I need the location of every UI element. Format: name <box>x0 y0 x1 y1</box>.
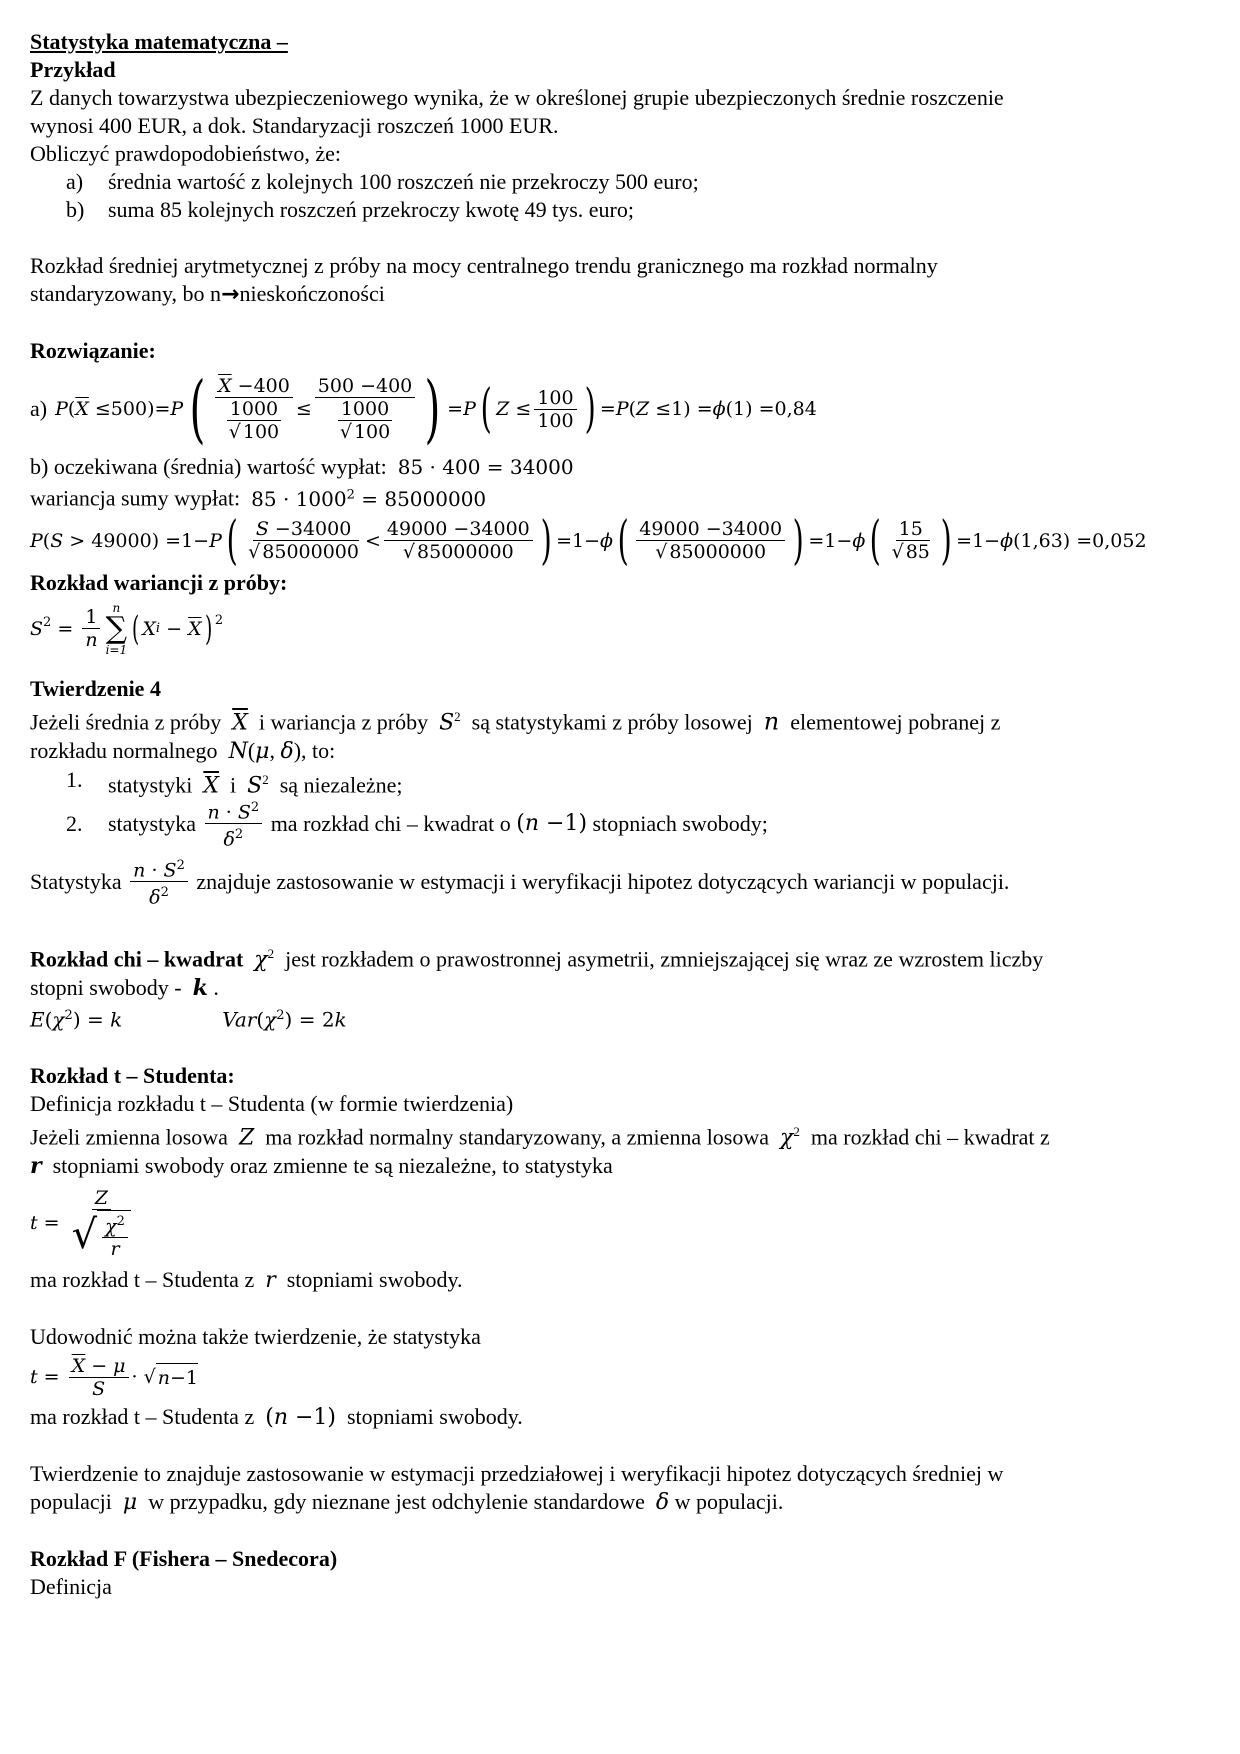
theorem-line-2: rozkładu normalnego N(μ, δ), to: <box>30 737 336 764</box>
solution-heading: Rozwiązanie: <box>30 338 156 363</box>
f-definition: Definicja <box>30 1574 112 1600</box>
theorem-line-1: Jeżeli średnia z próby $\overline{X}$ i wariancja z próby $S^2$ są statystykami z próby losowej n elementowej pobranej z <box>30 706 1001 735</box>
use-line-1: Twierdzenie to znajduje zastosowanie w estymacji przedziałowej i weryfikacji hipotez dotyczących średniej w <box>30 1461 1004 1487</box>
document-page <box>30 28 1210 1601</box>
formula-b: P ( S > 49000) =1− P ( $\frac{S -34000}{√ 85000000}$ < $\frac{49000 -34000}{√ 85000000}$ ) =1− ϕ ( $\frac{49000 -34000}{√ 85000000}$ ) =1− ϕ ( $\frac{15}{√ 85}$ ) =1− ϕ (1,63) =0,052 <box>30 510 1147 571</box>
sol-b-mean: b) oczekiwana (średnia) wartość wypłat: 85 · 400 = 34000 <box>30 454 574 479</box>
chi-line-2: stopni swobody - k . <box>30 975 219 1002</box>
theorem-heading: Twierdzenie 4 <box>30 675 161 701</box>
use-line-2: populacji μ w przypadku, gdy nieznane jest odchylenie standardowe δ w populacji. <box>30 1489 784 1516</box>
t-result: ma rozkład t – Studenta z r stopniami swobody. <box>30 1267 463 1294</box>
theorem-item: 1. statystyki $\overline{X}$ i $S^2$ są niezależne; <box>66 766 403 799</box>
intro-line-2: wynosi 400 EUR, a dok. Standaryzacji roszczeń 1000 EUR. <box>30 113 559 138</box>
f-heading: Rozkład F (Fishera – Snedecora) <box>30 1546 338 1572</box>
chi-line-1: Rozkład chi – kwadrat $\chi^2$ jest rozkładem o prawostronnej asymetrii, zmniejszającej się wraz ze wzrostem liczby <box>30 945 1044 973</box>
formula-a: a) P ( $\overline{X}$ ≤500)= P ( $\frac{\overline{X} -400}{\frac{1000}{√ 100}}$ ≤ $\frac{500 -400}{\frac{1000}{√ 100}}$ ) = P ( Z ≤ $\frac{100}{100}$ ) = P ( Z ≤1) = ϕ (1) =0,84 <box>30 366 817 452</box>
clt-line-1: Rozkład średniej arytmetycznej z próby na mocy centralnego trendu granicznego ma rozkład normalny <box>30 253 938 278</box>
doc-title: Statystyka matematyczna – <box>30 29 288 54</box>
theorem-item: 2. statystyka $\frac{n \cdot S^2}{\delta^2}$ ma rozkład chi – kwadrat o (n −1) stopniach swobody; <box>30 796 1210 852</box>
variance-heading: Rozkład wariancji z próby: <box>30 569 288 595</box>
task-list <box>30 168 1210 224</box>
arrow-icon: → <box>221 282 240 307</box>
theorem-list <box>30 766 1210 852</box>
formula-sample-variance: S $^2$ = $\frac{1}{n}$ n ∑ i=1 ( X i − $\overline{X}$ ) $^2$ <box>30 600 224 657</box>
t-definition: Definicja rozkładu t – Studenta (w formie twierdzenia) <box>30 1090 514 1116</box>
clt-line-2: standaryzowany, bo n→nieskończoności <box>30 281 385 307</box>
t2-result: ma rozkład t – Studenta z (n −1) stopniami swobody. <box>30 1404 523 1431</box>
example-heading: Przykład <box>30 57 116 82</box>
sol-b-variance: wariancja sumy wypłat: $85 \cdot 1000^2 = 85000000$ <box>30 485 487 511</box>
formula-t: t = Z √ $\frac{\chi^2}{r}$ <box>30 1180 1210 1266</box>
task-item: a) średnia wartość z kolejnych 100 roszczeń nie przekroczy 500 euro; <box>66 169 699 194</box>
t-line-2: r stopniami swobody oraz zmienne te są niezależne, to statystyka <box>30 1153 613 1180</box>
intro-line-3: Obliczyć prawdopodobieństwo, że: <box>30 141 341 166</box>
t-heading: Rozkład t – Studenta: <box>30 1062 235 1088</box>
t-line-1: Jeżeli zmienna losowa Z ma rozkład normalny standaryzowany, a zmienna losowa $\chi^2$ ma rozkład chi – kwadrat z <box>30 1123 1050 1151</box>
intro-line-1: Z danych towarzystwa ubezpieczeniowego wynika, że w określonej grupie ubezpieczonych średnie roszczenie <box>30 85 1004 110</box>
task-item: b) suma 85 kolejnych roszczeń przekroczy kwotę 49 tys. euro; <box>66 197 634 222</box>
formula-t2: t = $\frac{\overline{X} - \mu}{S}$ · √ n−1 <box>30 1354 198 1400</box>
stat-use-line: Statystyka $\frac{n \cdot S^2}{\delta^2}$ znajduje zastosowanie w estymacji i weryfikacji hipotez dotyczących wariancji w populacji. <box>30 852 1210 912</box>
prove-line: Udowodnić można także twierdzenie, że statystyka <box>30 1324 481 1350</box>
chi-moments: $E(\chi^2) = k$ $Var(\chi^2) = 2k$ <box>30 1007 347 1032</box>
